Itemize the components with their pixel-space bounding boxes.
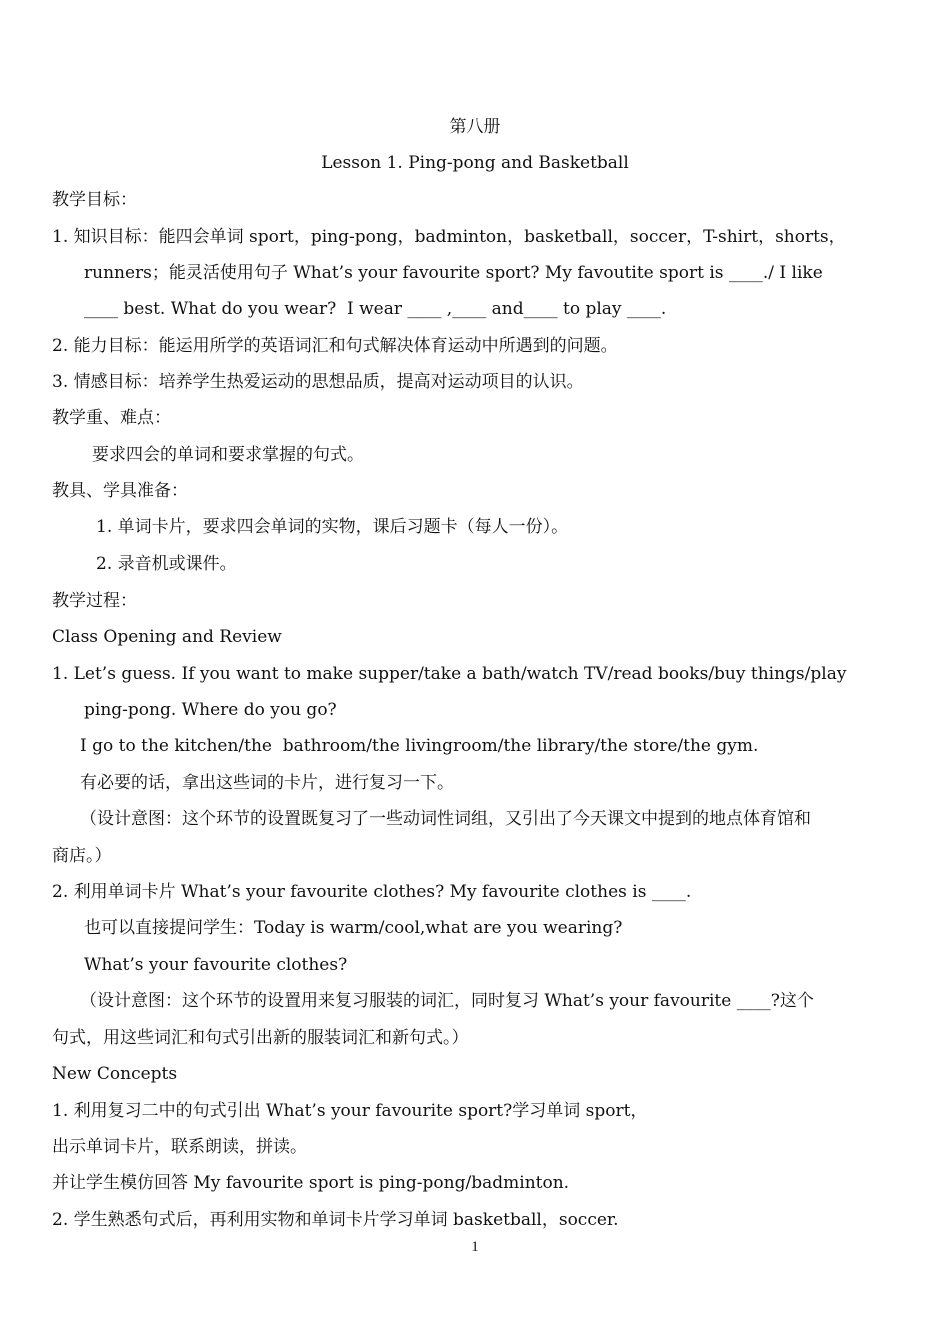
step-1-line-3: I go to the kitchen/the bathroom/the livingroom/the library/the store/the gym. [80,736,759,756]
lesson-title: Lesson 1. Ping-pong and Basketball [321,153,629,173]
step-2-line-2: 也可以直接提问学生：Today is warm/cool,what are you wearing? [84,918,623,938]
objective-1-line-2: runners；能灵活使用句子 What’s your favourite sport? My favoutite sport is ____./ I like [84,263,823,283]
opening-heading: Class Opening and Review [52,627,282,647]
new-concept-1-line-2: 出示单词卡片，联系朗读，拼读。 [52,1137,307,1157]
new-concept-1-line-3: 并让学生模仿回答 My favourite sport is ping-pong/badminton. [52,1173,570,1193]
step-1-line-4: 有必要的话，拿出这些词的卡片，进行复习一下。 [80,773,454,793]
volume-title: 第八册 [449,117,501,137]
materials-item-2: 2. 录音机或课件。 [96,554,237,574]
new-concept-1-line-1: 1. 利用复习二中的句式引出 What’s your favourite sport?学习单词 sport， [52,1101,648,1121]
step-2-line-1: 2. 利用单词卡片 What’s your favourite clothes? My favourite clothes is ____. [52,882,692,902]
materials-item-1: 1. 单词卡片，要求四会单词的实物，课后习题卡（每人一份）。 [96,517,569,537]
objective-1-line-3: ____ best. What do you wear? I wear ____ ,____ and____ to play ____. [84,299,667,319]
key-points-text: 要求四会的单词和要求掌握的句式。 [92,445,364,465]
step-1-line-2: ping-pong. Where do you go? [84,700,337,720]
objective-3: 3. 情感目标：培养学生热爱运动的思想品质，提高对运动项目的认识。 [52,372,584,392]
page-number: 1 [471,1239,479,1255]
step-1-design-note-1: （设计意图：这个环节的设置既复习了一些动词性词组，又引出了今天课文中提到的地点体育馆和 [80,809,811,829]
step-1-line-1: 1. Let’s guess. If you want to make supper/take a bath/watch TV/read books/buy things/play [52,664,847,684]
step-1-design-note-2: 商店。） [52,846,112,866]
new-concepts-heading: New Concepts [52,1064,178,1084]
step-2-design-note-2: 句式，用这些词汇和句式引出新的服装词汇和新句式。） [52,1028,469,1048]
step-2-design-note-1: （设计意图：这个环节的设置用来复习服装的词汇，同时复习 What’s your favourite ____?这个 [80,991,814,1011]
step-2-line-3: What’s your favourite clothes? [84,955,348,975]
new-concept-2-line-1: 2. 学生熟悉句式后，再利用实物和单词卡片学习单词 basketball，soccer. [52,1210,619,1230]
objective-2: 2. 能力目标：能运用所学的英语词汇和句式解决体育运动中所遇到的问题。 [52,336,618,356]
key-points-heading: 教学重、难点： [52,408,171,428]
objective-1-line-1: 1. 知识目标：能四会单词 sport，ping-pong，badminton，basketball，soccer，T-shirt，shorts， [52,227,846,247]
process-heading: 教学过程： [52,591,137,611]
materials-heading: 教具、学具准备： [52,481,188,501]
objectives-heading: 教学目标： [52,190,137,210]
